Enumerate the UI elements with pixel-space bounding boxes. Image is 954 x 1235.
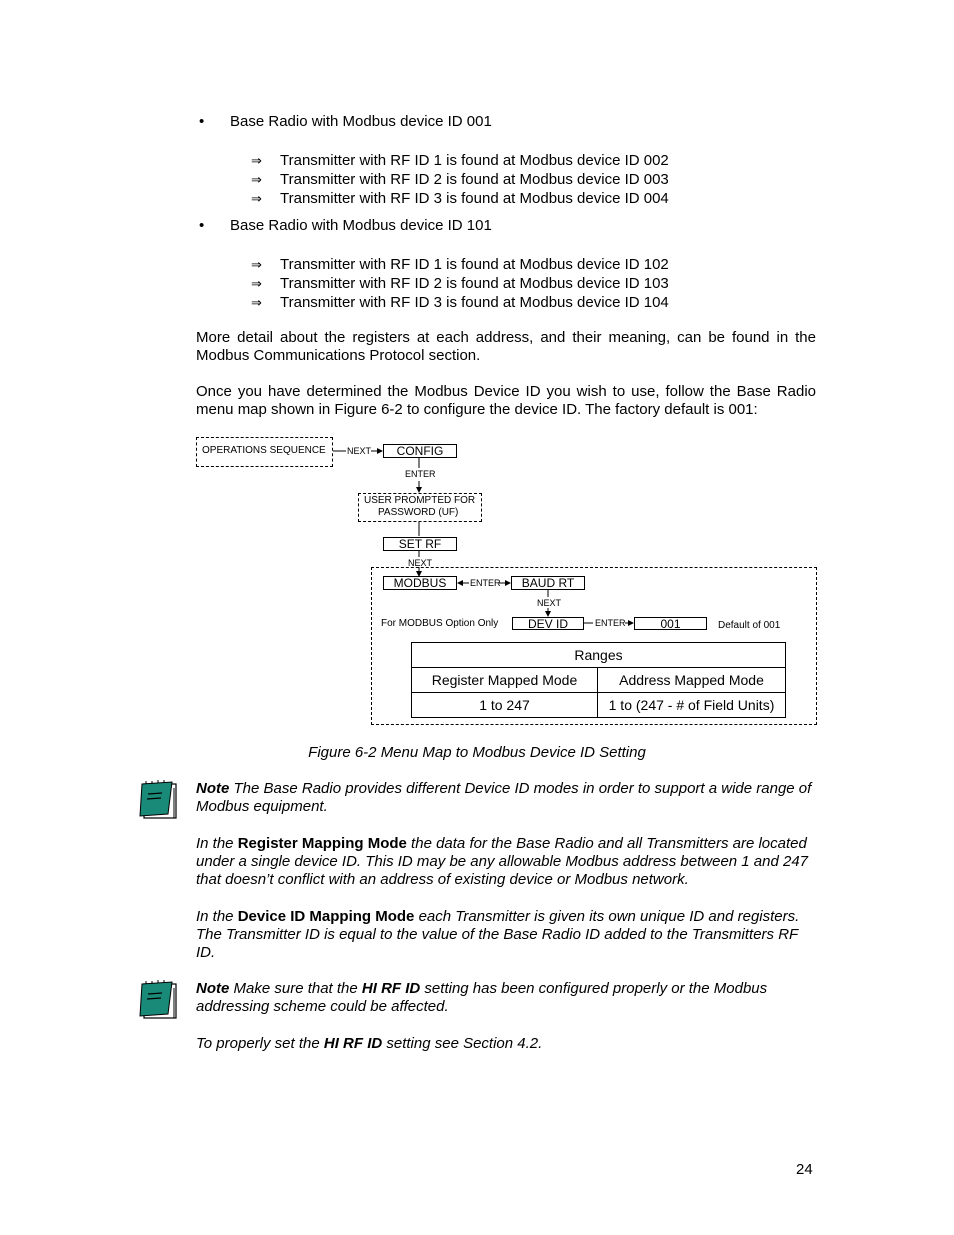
table-row <box>412 643 786 668</box>
bullet-icon: • <box>199 113 205 130</box>
figure-caption: Figure 6-2 Menu Map to Modbus Device ID Setting <box>308 744 646 761</box>
operations-sequence-label: OPERATIONS SEQUENCE <box>202 445 326 456</box>
paragraph-registers: More detail about the registers at each address, and their meaning, can be found in the Modbus Communications Protocol section. <box>196 329 816 364</box>
default-note: Default of 001 <box>718 620 781 631</box>
next-label: NEXT <box>537 598 562 608</box>
dev-id-box: DEV ID <box>512 617 584 630</box>
bullet-text: Base Radio with Modbus device ID 101 <box>230 217 492 234</box>
next-label: NEXT <box>408 558 433 568</box>
ranges-table <box>411 642 786 718</box>
baud-rt-box: BAUD RT <box>511 576 585 590</box>
device-mapping-paragraph: In the Device ID Mapping Mode each Transmitter is given its own unique ID and registers. The Transmitter ID is equal to the value of the Base Radio ID added to the Transmitters RF ID. <box>196 908 800 961</box>
modbus-option-label: For MODBUS Option Only <box>381 618 499 629</box>
note-icon <box>138 780 178 820</box>
register-mapping-paragraph: In the Register Mapping Mode the data for the Base Radio and all Transmitters are located under a single device ID. This ID may be any allowable Modbus address between 1 and 247 that doesn’t conflict with an address of existing device or Modbus network. <box>196 835 809 888</box>
list-item: ⇒ Transmitter with RF ID 2 is found at Modbus device ID 103 <box>251 275 669 292</box>
note-hi-rf-id: Note Make sure that the HI RF ID setting has been configured properly or the Modbus addressing scheme could be affected. <box>196 980 768 1015</box>
list-item: ⇒ Transmitter with RF ID 2 is found at Modbus device ID 003 <box>251 171 669 188</box>
list-item: ⇒ Transmitter with RF ID 1 is found at Modbus device ID 002 <box>251 152 669 169</box>
table-row <box>412 668 786 693</box>
list-item: ⇒ Transmitter with RF ID 3 is found at Modbus device ID 004 <box>251 190 669 207</box>
address-mapped-value: 1 to (247 - # of Field Units) <box>598 693 786 718</box>
register-mapped-header: Register Mapped Mode <box>412 668 598 693</box>
enter-label: ENTER <box>470 578 501 588</box>
bullet-text: Base Radio with Modbus device ID 001 <box>230 113 492 130</box>
page-number: 24 <box>796 1161 813 1178</box>
value-001-box: 001 <box>634 617 707 630</box>
hi-rf-id-paragraph: To properly set the HI RF ID setting see Section 4.2. <box>196 1035 543 1052</box>
next-label: NEXT <box>347 446 372 456</box>
register-mapped-value: 1 to 247 <box>412 693 598 718</box>
implies-arrow-icon: ⇒ <box>251 154 262 169</box>
table-row <box>412 693 786 718</box>
paragraph-device-id: Once you have determined the Modbus Device ID you wish to use, follow the Base Radio menu map shown in Figure 6-2 to configure the device ID. The factory default is 001: <box>196 383 816 418</box>
password-line2: PASSWORD (UF) <box>378 507 459 518</box>
implies-arrow-icon: ⇒ <box>251 173 262 188</box>
enter-label: ENTER <box>595 618 626 628</box>
implies-arrow-icon: ⇒ <box>251 277 262 292</box>
bullet-icon: • <box>199 217 205 234</box>
enter-label: ENTER <box>405 469 436 479</box>
set-rf-box: SET RF <box>383 537 457 551</box>
implies-arrow-icon: ⇒ <box>251 296 262 311</box>
note-device-id-modes: Note The Base Radio provides different Device ID modes in order to support a wide range of Modbus equipment. <box>196 780 812 815</box>
ranges-header: Ranges <box>412 643 786 668</box>
address-mapped-header: Address Mapped Mode <box>598 668 786 693</box>
note-icon <box>138 980 178 1020</box>
implies-arrow-icon: ⇒ <box>251 192 262 207</box>
implies-arrow-icon: ⇒ <box>251 258 262 273</box>
password-line1: USER PROMPTED FOR <box>364 495 476 506</box>
config-box: CONFIG <box>383 444 457 458</box>
list-item: ⇒ Transmitter with RF ID 1 is found at Modbus device ID 102 <box>251 256 669 273</box>
list-item: ⇒ Transmitter with RF ID 3 is found at Modbus device ID 104 <box>251 294 669 311</box>
modbus-box: MODBUS <box>383 576 457 590</box>
